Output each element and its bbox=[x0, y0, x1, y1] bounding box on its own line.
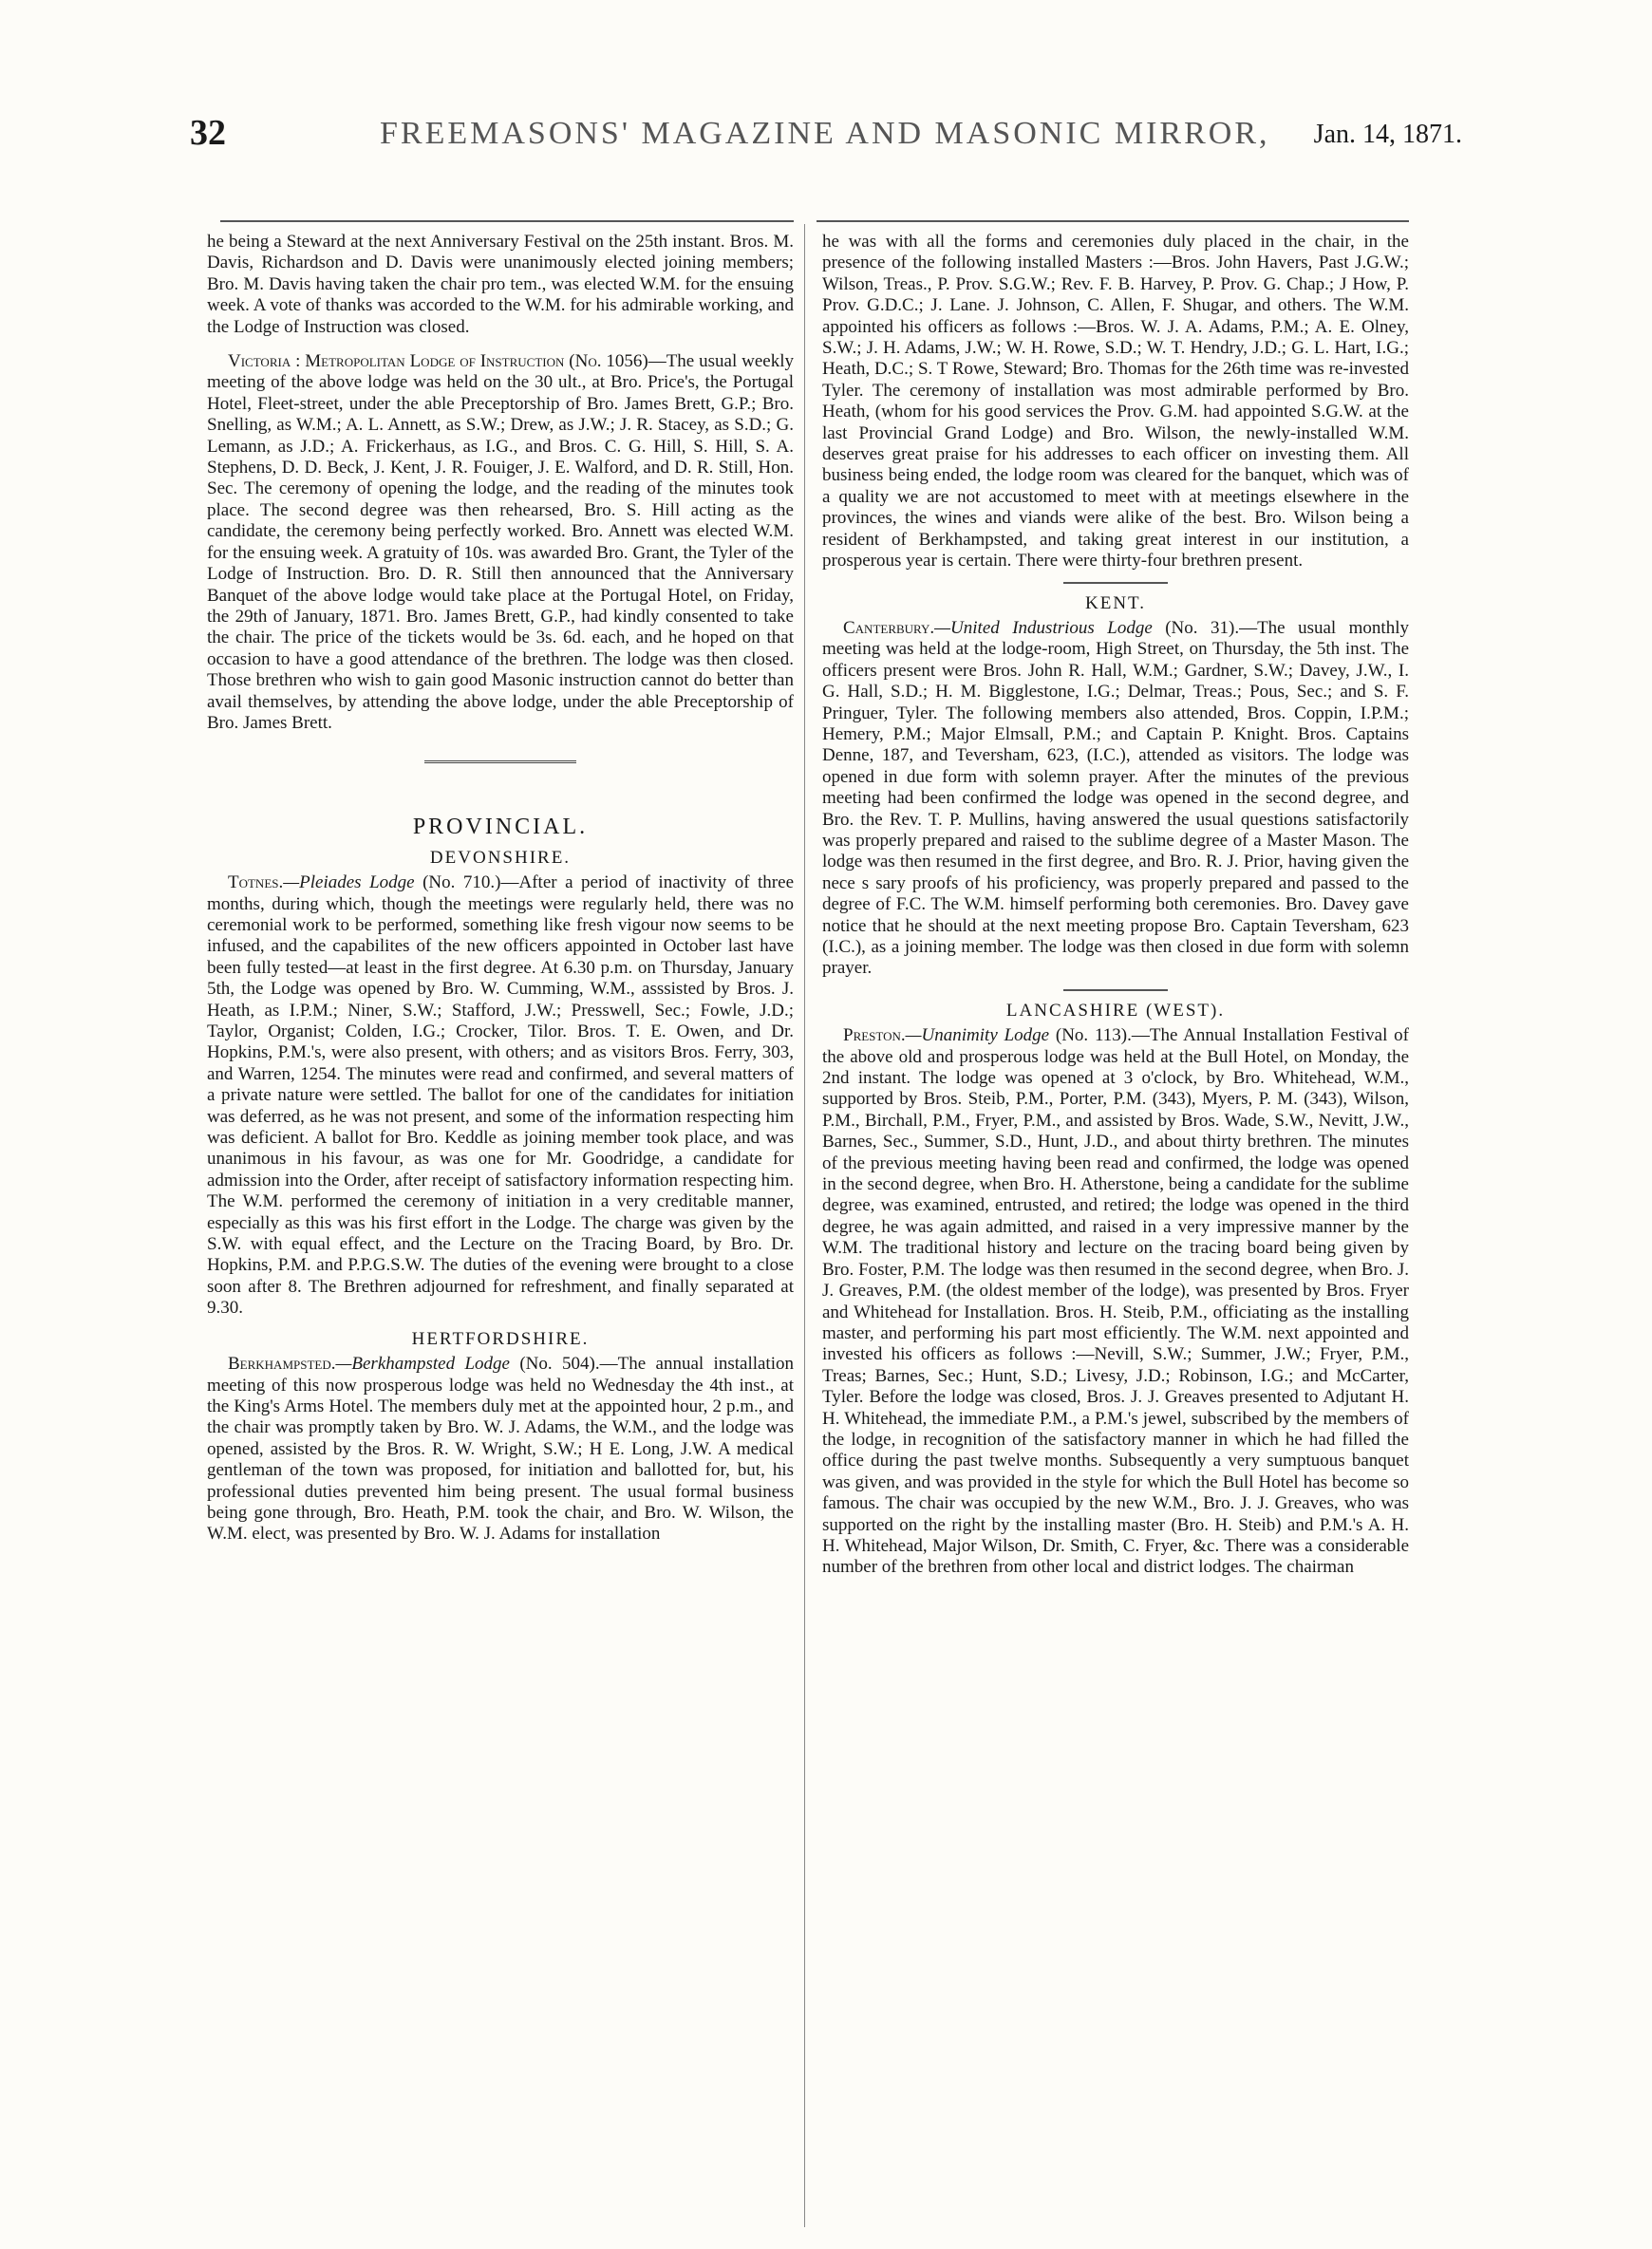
issue-date: Jan. 14, 1871. bbox=[1313, 120, 1462, 149]
canterbury-lead: Canterbury. bbox=[843, 617, 935, 638]
preston-lead: Preston. bbox=[843, 1025, 906, 1046]
berkhampsted-report bbox=[207, 1354, 794, 1546]
totnes-lodge: —Pleiades Lodge bbox=[283, 872, 415, 893]
left-column bbox=[207, 232, 794, 1546]
heading-lancashire-west: LANCASHIRE (WEST). bbox=[1005, 1000, 1226, 1021]
heading-hertfordshire: HERTFORDSHIRE. bbox=[411, 1328, 590, 1349]
heading-kent: KENT. bbox=[1085, 592, 1146, 613]
installation-continuation: he was with all the forms and ceremonies duly placed in the chair, in the presence of the following installed Masters :—Bros. John Havers, Past J.G.W.; Wilson, Treas., P. Prov. S.G.W.; Rev. F. B. Harvey, P. Prov. G. Chap.; J How, P. Prov. G.D.C.; J. Lane. J. Johnson, C. Allen, F. Shugar, and others. The W.M. appointed his officers as follows :—Bros. W. J. A. Adams, P.M.; A. E. Olney, S.W.; J. H. Adams, J.W.; W. H. Rowe, S.D.; W. T. Hendry, J.D.; G. L. Hart, I.G.; Heath, D.C.; S. T Rowe, Steward; Bro. Thomas for the 26th time was re-invested Tyler. The ceremony of installation was most admirable performed by Bro. Heath, (whom for his good services the Prov. G.M. had appointed S.G.W. at the last Provincial Grand Lodge) and Bro. Wilson, the newly-installed W.M. deserves great praise for his addresses to each officer on investing them. All business being ended, the lodge room was cleared for the banquet, which was of a quality we are not accustomed to meet with at meetings elsewhere in the provinces, the wines and viands were alike of the best. Bro. Wilson being a resident of Berkhampsted, and taking great interest in our institution, a prosperous year is certain. There were thirty-four brethren present. bbox=[822, 232, 1409, 572]
preston-lodge: —Unanimity Lodge bbox=[905, 1025, 1050, 1046]
page-header bbox=[190, 112, 1462, 169]
column-divider bbox=[804, 224, 805, 2227]
preston-body: (No. 113).—The Annual Installation Festival of the above old and prosperous lodge was held at the Bull Hotel, on Monday, the 2nd instant. The lodge was opened at 3 o'clock, by Bro. Whitehead, W.M., supported by Bros. Steib, P.M., Porter, P.M. (343), Myers, P. M. (343), Wilson, P.M., Birchall, P.M., Fryer, P.M., and assisted by Bros. Wade, S.W., Nevitt, J.W., Barnes, Sec., Summer, S.D., Hunt, J.D., and about thirty brethren. The minutes of the previous meeting having been read and confirmed, the lodge was opened in the second degree, when Bro. H. Atherstone, being a candidate for the sublime degree, was examined, entrusted, and retired; the lodge was opened in the third degree, he was again admitted, and raised in a very impressive manner by the W.M. The traditional history and lecture on the tracing board being given by Bro. Foster, P.M. The lodge was then resumed in the second degree, when Bro. J. J. Greaves, P.M. (the oldest member of the lodge), was presented by Bros. Fryer and Whitehead for Installation. Bros. H. Steib, P.M., officiating as the installing master, and performing his part most efficiently. The W.M. next appointed and invested his officers as follows :—Nevill, S.W.; Summer, J.W.; Fryer, P.M., Treas; Barnes, Sec.; Hunt, S.D.; Livesy, J.D.; Robinson, I.G.; and McCarter, Tyler. Before the lodge was closed, Bros. J. J. Greaves presented to Adjutant H. H. Whitehead, the immediate P.M., a P.M.'s jewel, subscribed by the members of the lodge, in recognition of the satisfactory manner in which he had filled the office during the past twelve months. Subsequently a very sumptuous banquet was given, and was provided in the style for which the Bull Hotel has become so famous. The chair was occupied by the new W.M., Bro. J. J. Greaves, who was supported on the right by the installing master (Bro. H. Steib) and P.M.'s A. H. H. Whitehead, Major Wilson, Dr. Smith, C. Fryer, &c. There was a considerable number of the brethren from other local and district lodges. The chairman bbox=[822, 1025, 1409, 1578]
victoria-lead: Victoria : Metropolitan Lodge of Instruction (No. 1056) bbox=[228, 351, 648, 372]
berkhampsted-body: (No. 504).—The annual installation meeting of this now prosperous lodge was held no Wednesday the 4th inst., at the King's Arms Hotel. The members duly met at the appointed hour, 2 p.m., and the chair was promptly taken by Bro. W. J. Adams, the W.M., and the lodge was opened, assisted by the Bros. R. W. Wright, S.W.; H E. Long, J.W. A medical gentleman of the town was proposed, for initiation and ballotted for, but, his professional duties prevented him being present. The usual formal business being gone through, Bro. Heath, P.M. took the chair, and Bro. W. Wilson, the W.M. elect, was presented by Bro. W. J. Adams for installation bbox=[207, 1354, 794, 1545]
rule-lancashire bbox=[1063, 989, 1168, 991]
totnes-body: (No. 710.)—After a period of inactivity of three months, during which, though the meetings were regularly held, there was no ceremonial work to be performed, something like fresh vigour now seems to be infused, and the capabilites of the new officers appointed in October last have been fully tested—at least in the first degree. At 6.30 p.m. on Thursday, January 5th, the Lodge was opened by Bro. W. Cumming, W.M., asssisted by Bros. J. Heath, as I.P.M.; Niner, S.W.; Stafford, J.W.; Presswell, Sec.; Fowle, J.D.; Taylor, Organist; Colden, I.G.; Crocker, Tilor. Bros. T. E. Owen, and Dr. Hopkins, P.M.'s, were also present, with others; and as visitors Bros. Ferry, 303, and Warren, 1254. The minutes were read and confirmed, and several matters of a private nature were settled. The ballot for one of the candidates for initiation was deferred, as he was not present, and some of the information respecting him was deficient. A ballot for Bro. Keddle as joining member took place, and was unanimous in his favour, as was one for Mr. Goodridge, a candidate for admission into the Order, after receipt of satisfactory information respecting him. The W.M. performed the ceremony of initiation in a very creditable manner, especially as this was his first effort in the Lodge. The charge was given by the S.W. with equal effect, and the Lecture on the Tracing Board, by Bro. Dr. Hopkins, P.M. and P.P.G.S.W. The duties of the evening were brought to a close soon after 8. The Brethren adjourned for refreshment, and finally separated at 9.30. bbox=[207, 872, 794, 1319]
totnes-lead: Totnes. bbox=[228, 872, 284, 893]
rule-kent bbox=[1063, 582, 1168, 584]
berkhampsted-lead: Berkhampsted. bbox=[228, 1354, 336, 1375]
header-rule-right bbox=[817, 220, 1409, 222]
masthead-title: FREEMASONS' MAGAZINE AND MASONIC MIRROR, bbox=[380, 116, 1270, 151]
heading-devonshire: DEVONSHIRE. bbox=[429, 847, 572, 868]
article-continuation: he being a Steward at the next Anniversary Festival on the 25th instant. Bros. M. Davis, Richardson and D. Davis were unanimously elected joining members; Bro. M. Davis having taken the chair pro tem., was elected W.M. for the ensuing week. A vote of thanks was accorded to the W.M. for his admirable working, and the Lodge of Instruction was closed. bbox=[207, 232, 794, 337]
preston-report bbox=[822, 1025, 1409, 1579]
page-number: 32 bbox=[190, 113, 226, 153]
canterbury-report bbox=[822, 618, 1409, 980]
victoria-lodge-report bbox=[207, 351, 794, 734]
header-rule-left bbox=[220, 220, 794, 222]
canterbury-body: (No. 31).—The usual monthly meeting was held at the lodge-room, High Street, on Thursday, the 5th inst. The officers present were Bros. John R. Hall, W.M.; Gardner, S.W.; Davey, J.W., I. G. Hall, S.D.; H. M. Bigglestone, I.G.; Delmar, Treas.; Pous, Sec.; and S. F. Pringuer, Tyler. The following members also attended, Bros. Coppin, I.P.M.; Hemery, P.M.; Major Elmsall, P.M.; and Captain P. Knight. Bros. Captains Denne, 187, and Teversham, 623, (I.C.), attended as visitors. The lodge was opened in due form with solemn prayer. After the minutes of the previous meeting had been confirmed the lodge was opened in the second degree, and Bro. the Rev. T. P. Mullins, having answered the usual questions satisfactorily was properly prepared and raised to the sublime degree of a Master Mason. The lodge was then resumed in the first degree, and Bro. R. J. Prior, having given the nece s sary proofs of his proficiency, was properly prepared and passed to the degree of F.C. The W.M. himself performing both ceremonies. Bro. Davey gave notice that he should at the next meeting propose Bro. Captain Teversham, 623 (I.C.), as a joining member. The lodge was then closed in due form with solemn prayer. bbox=[822, 617, 1409, 979]
berkhampsted-lodge: —Berkhampsted Lodge bbox=[335, 1354, 510, 1375]
section-divider bbox=[424, 760, 576, 767]
heading-provincial: PROVINCIAL. bbox=[412, 815, 589, 840]
totnes-report bbox=[207, 872, 794, 1320]
right-column bbox=[822, 232, 1409, 1579]
victoria-body: —The usual weekly meeting of the above lodge was held on the 30 ult., at Bro. Price's, the Portugal Hotel, Fleet-street, under the able Preceptorship of Bro. James Brett, G.P.; Bro. Snelling, as W.M.; A. L. Annett, as S.W.; Drew, as J.W.; J. R. Stacey, as S.D.; G. Lemann, as J.D.; A. Frickerhaus, as I.G., and Bros. C. G. Hill, S. Hill, S. A. Stephens, D. D. Beck, J. Kent, J. R. Fouiger, J. E. Walford, and D. R. Still, Hon. Sec. The ceremony of opening the lodge, and the reading of the minutes took place. The second degree was then rehearsed, Bro. S. Hill acting as the candidate, the ceremony being perfectly worked. Bro. Annett was elected W.M. for the ensuing week. A gratuity of 10s. was awarded Bro. Grant, the Tyler of the Lodge of Instruction. Bro. D. R. Still then announced that the Anniversary Banquet of the above lodge would take place at the Portugal Hotel, on Friday, the 29th of January, 1871. Bro. James Brett, G.P., had kindly consented to take the chair. The price of the tickets would be 3s. 6d. each, and he hoped on that occasion to have a good attendance of the brethren. The lodge was then closed. Those brethren who wish to gain good Masonic instruction cannot do better than avail themselves, by attending the above lodge, under the able Preceptorship of Bro. James Brett. bbox=[207, 351, 794, 733]
canterbury-lodge: —United Industrious Lodge bbox=[934, 617, 1153, 638]
